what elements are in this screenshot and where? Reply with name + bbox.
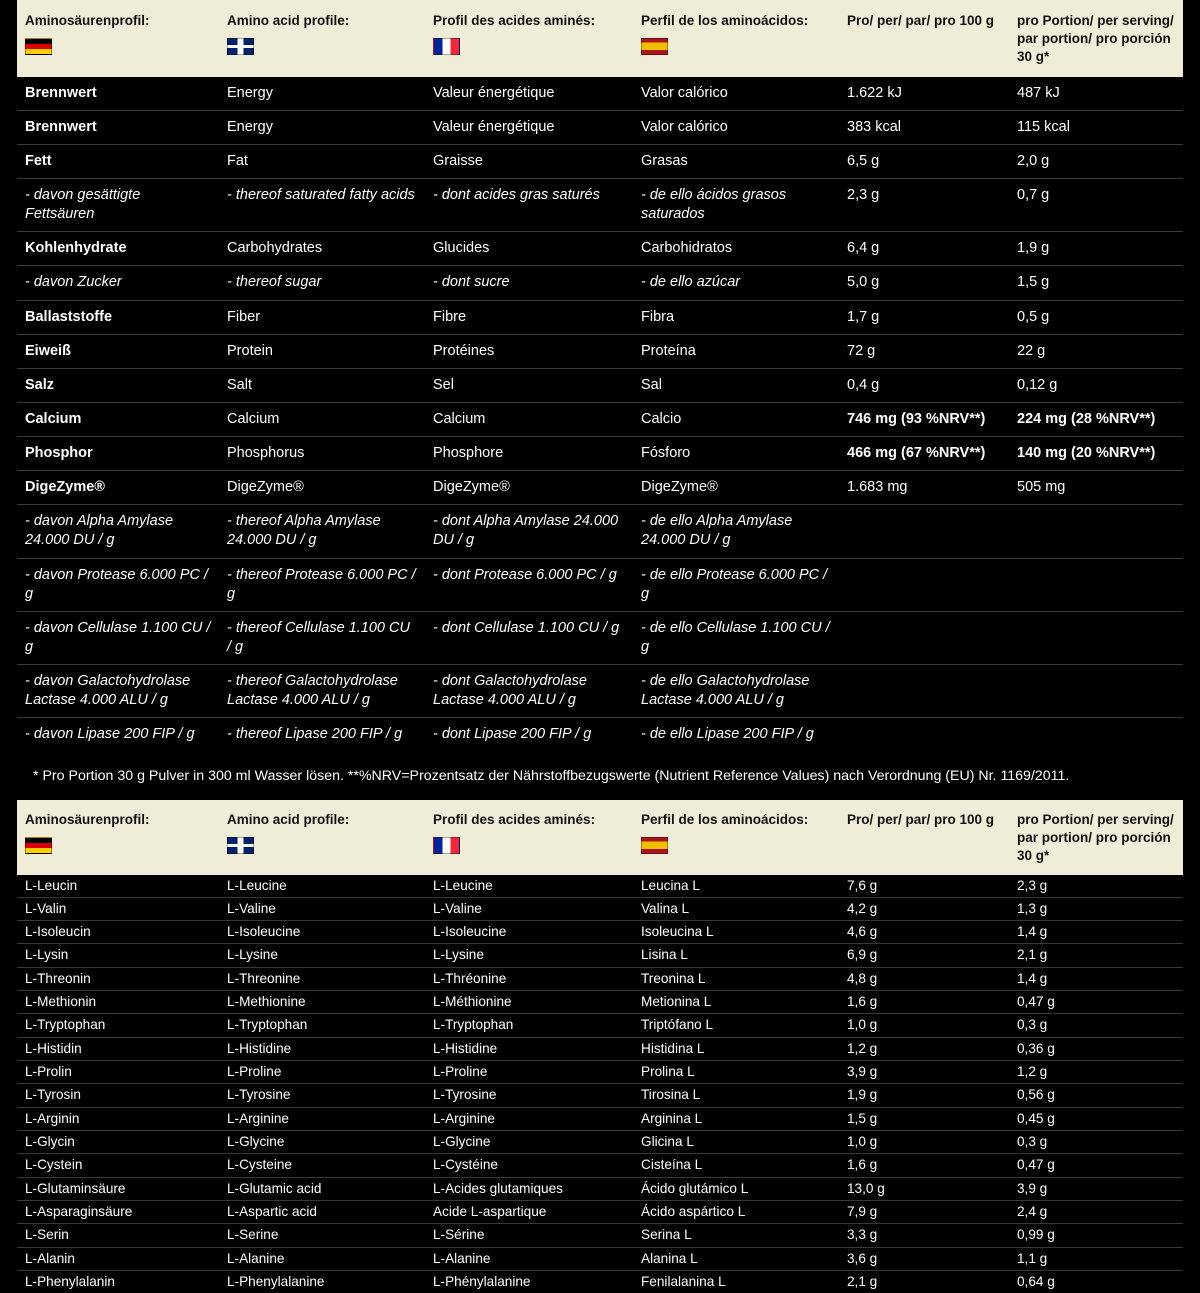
cell-es: Triptófano L: [633, 1014, 839, 1037]
amino-header-es: [633, 800, 839, 875]
cell-fr: L-Tyrosine: [425, 1084, 633, 1107]
cell-es: Grasas: [633, 144, 839, 178]
cell-fr: DigeZyme®: [425, 471, 633, 505]
cell-fr: Sel: [425, 368, 633, 402]
cell-de: L-Valin: [17, 897, 219, 920]
cell-en: L-Cysteine: [219, 1154, 425, 1177]
cell-per100: 3,6 g: [839, 1247, 1009, 1270]
cell-per100: 383 kcal: [839, 110, 1009, 144]
amino-header-de-label: Aminosäurenprofil:: [25, 811, 150, 827]
flag-row-uk: [227, 37, 417, 54]
cell-perserving: 1,2 g: [1009, 1061, 1183, 1084]
table-row: [17, 875, 1183, 898]
flag-es-icon: [641, 837, 668, 854]
cell-en: L-Glycine: [219, 1130, 425, 1153]
table-row: [17, 967, 1183, 990]
cell-es: - de ello Protease 6.000 PC / g: [633, 558, 839, 611]
cell-es: Fibra: [633, 300, 839, 334]
amino-acid-table: [17, 800, 1183, 1293]
amino-header-de: [17, 800, 219, 875]
cell-de: L-Isoleucin: [17, 921, 219, 944]
cell-es: - de ello Galactohydrolase Lactase 4.000 ALU / g: [633, 665, 839, 718]
cell-de: L-Lysin: [17, 944, 219, 967]
cell-es: Sal: [633, 368, 839, 402]
cell-es: Fósforo: [633, 437, 839, 471]
nutrition-header-per100: Pro/ per/ par/ pro 100 g: [839, 0, 1009, 77]
cell-perserving: 2,1 g: [1009, 944, 1183, 967]
cell-perserving: [1009, 718, 1183, 752]
cell-perserving: 0,45 g: [1009, 1107, 1183, 1130]
cell-per100: 1,6 g: [839, 991, 1009, 1014]
cell-per100: 1,0 g: [839, 1130, 1009, 1153]
cell-perserving: 0,99 g: [1009, 1224, 1183, 1247]
cell-es: Prolina L: [633, 1061, 839, 1084]
cell-de: L-Cystein: [17, 1154, 219, 1177]
cell-perserving: 1,3 g: [1009, 897, 1183, 920]
cell-en: L-Proline: [219, 1061, 425, 1084]
table-row: [17, 1130, 1183, 1153]
cell-fr: L-Lysine: [425, 944, 633, 967]
cell-per100: 13,0 g: [839, 1177, 1009, 1200]
table-row: [17, 1107, 1183, 1130]
cell-perserving: 0,12 g: [1009, 368, 1183, 402]
cell-per100: 5,0 g: [839, 266, 1009, 300]
cell-perserving: 140 mg (20 %NRV**): [1009, 437, 1183, 471]
cell-perserving: 22 g: [1009, 334, 1183, 368]
cell-perserving: 1,4 g: [1009, 921, 1183, 944]
cell-fr: L-Acides glutamiques: [425, 1177, 633, 1200]
cell-es: Cisteína L: [633, 1154, 839, 1177]
table-row: [17, 232, 1183, 266]
table-row: [17, 611, 1183, 664]
flag-row-uk: [227, 836, 417, 853]
cell-en: - thereof Lipase 200 FIP / g: [219, 718, 425, 752]
table-row: [17, 368, 1183, 402]
amino-header-en-label: Amino acid profile:: [227, 811, 350, 827]
amino-header-row: [17, 800, 1183, 875]
cell-en: Fat: [219, 144, 425, 178]
cell-per100: 4,2 g: [839, 897, 1009, 920]
amino-header-per100: Pro/ per/ par/ pro 100 g: [839, 800, 1009, 875]
cell-fr: - dont Galactohydrolase Lactase 4.000 ALU / g: [425, 665, 633, 718]
cell-per100: 0,4 g: [839, 368, 1009, 402]
amino-table-body: [17, 875, 1183, 1293]
table-row: [17, 402, 1183, 436]
cell-perserving: 0,3 g: [1009, 1130, 1183, 1153]
cell-de: L-Threonin: [17, 967, 219, 990]
cell-fr: Calcium: [425, 402, 633, 436]
cell-fr: Fibre: [425, 300, 633, 334]
table-row: [17, 1061, 1183, 1084]
cell-de: Phosphor: [17, 437, 219, 471]
nutrition-header-de-label: Aminosäurenprofil:: [25, 13, 150, 28]
cell-en: DigeZyme®: [219, 471, 425, 505]
table-row: [17, 144, 1183, 178]
flag-row-es: [641, 37, 831, 54]
table-row: [17, 921, 1183, 944]
table-row: [17, 110, 1183, 144]
table-row: [17, 179, 1183, 232]
cell-en: L-Isoleucine: [219, 921, 425, 944]
cell-de: DigeZyme®: [17, 471, 219, 505]
cell-en: Calcium: [219, 402, 425, 436]
cell-es: Histidina L: [633, 1037, 839, 1060]
cell-es: - de ello azúcar: [633, 266, 839, 300]
nutrition-table-body: [17, 77, 1183, 752]
cell-fr: L-Sérine: [425, 1224, 633, 1247]
cell-perserving: 0,5 g: [1009, 300, 1183, 334]
cell-de: L-Tyrosin: [17, 1084, 219, 1107]
cell-per100: [839, 665, 1009, 718]
table-row: [17, 1177, 1183, 1200]
cell-perserving: 1,1 g: [1009, 1247, 1183, 1270]
table-row: [17, 665, 1183, 718]
cell-es: Ácido glutámico L: [633, 1177, 839, 1200]
cell-fr: Phosphore: [425, 437, 633, 471]
cell-de: L-Leucin: [17, 875, 219, 898]
cell-fr: L-Histidine: [425, 1037, 633, 1060]
cell-per100: 6,5 g: [839, 144, 1009, 178]
cell-fr: - dont Lipase 200 FIP / g: [425, 718, 633, 752]
cell-per100: 1.622 kJ: [839, 77, 1009, 111]
cell-fr: Graisse: [425, 144, 633, 178]
cell-de: Fett: [17, 144, 219, 178]
table-row: [17, 1200, 1183, 1223]
cell-en: - thereof saturated fatty acids: [219, 179, 425, 232]
nutrition-header-row: [17, 0, 1183, 77]
cell-per100: 1.683 mg: [839, 471, 1009, 505]
cell-en: - thereof Galactohydrolase Lactase 4.000 ALU / g: [219, 665, 425, 718]
cell-per100: 72 g: [839, 334, 1009, 368]
cell-de: - davon Cellulase 1.100 CU / g: [17, 611, 219, 664]
cell-perserving: 1,5 g: [1009, 266, 1183, 300]
flag-row-fr: [433, 37, 625, 54]
cell-perserving: [1009, 665, 1183, 718]
cell-fr: Valeur énergétique: [425, 110, 633, 144]
table-row: [17, 897, 1183, 920]
cell-perserving: 1,4 g: [1009, 967, 1183, 990]
cell-en: L-Tryptophan: [219, 1014, 425, 1037]
cell-es: Metionina L: [633, 991, 839, 1014]
nutrition-header-fr-label: Profil des acides aminés:: [433, 13, 596, 28]
nutrition-header-de: [17, 0, 219, 77]
flag-de-icon: [25, 837, 52, 854]
cell-fr: Valeur énergétique: [425, 77, 633, 111]
flag-es-icon: [641, 38, 668, 55]
cell-de: - davon Alpha Amylase 24.000 DU / g: [17, 505, 219, 558]
nutrition-table-head: [17, 0, 1183, 77]
cell-de: - davon Zucker: [17, 266, 219, 300]
cell-per100: 4,8 g: [839, 967, 1009, 990]
cell-es: Arginina L: [633, 1107, 839, 1130]
cell-es: - de ello ácidos grasos saturados: [633, 179, 839, 232]
cell-perserving: 0,3 g: [1009, 1014, 1183, 1037]
nutrition-table-wrapper: [17, 0, 1183, 1293]
cell-es: Leucina L: [633, 875, 839, 898]
cell-fr: - dont acides gras saturés: [425, 179, 633, 232]
table-row: [17, 991, 1183, 1014]
cell-de: Calcium: [17, 402, 219, 436]
amino-header-es-label: Perfil de los aminoácidos:: [641, 811, 809, 827]
cell-per100: 3,3 g: [839, 1224, 1009, 1247]
cell-fr: - dont Protease 6.000 PC / g: [425, 558, 633, 611]
cell-per100: 466 mg (67 %NRV**): [839, 437, 1009, 471]
cell-per100: 1,0 g: [839, 1014, 1009, 1037]
cell-de: - davon Protease 6.000 PC / g: [17, 558, 219, 611]
cell-per100: [839, 611, 1009, 664]
cell-fr: L-Leucine: [425, 875, 633, 898]
cell-es: Tirosina L: [633, 1084, 839, 1107]
cell-perserving: 2,3 g: [1009, 875, 1183, 898]
table-row: [17, 1270, 1183, 1293]
cell-en: Energy: [219, 110, 425, 144]
cell-fr: L-Alanine: [425, 1247, 633, 1270]
cell-de: Kohlenhydrate: [17, 232, 219, 266]
cell-de: Ballaststoffe: [17, 300, 219, 334]
cell-de: - davon Lipase 200 FIP / g: [17, 718, 219, 752]
cell-perserving: 115 kcal: [1009, 110, 1183, 144]
table-row: [17, 77, 1183, 111]
flag-row-de: [25, 37, 211, 54]
cell-perserving: 1,9 g: [1009, 232, 1183, 266]
cell-de: L-Phenylalanin: [17, 1270, 219, 1293]
cell-fr: L-Glycine: [425, 1130, 633, 1153]
table-row: [17, 1084, 1183, 1107]
cell-de: L-Methionin: [17, 991, 219, 1014]
cell-de: L-Alanin: [17, 1247, 219, 1270]
cell-en: Energy: [219, 77, 425, 111]
cell-de: Salz: [17, 368, 219, 402]
amino-table-head: [17, 800, 1183, 875]
nutrition-header-es-label: Perfil de los aminoácidos:: [641, 13, 809, 28]
cell-perserving: 0,7 g: [1009, 179, 1183, 232]
cell-en: - thereof Protease 6.000 PC / g: [219, 558, 425, 611]
amino-header-fr-label: Profil des acides aminés:: [433, 811, 596, 827]
cell-de: L-Histidin: [17, 1037, 219, 1060]
cell-es: DigeZyme®: [633, 471, 839, 505]
cell-perserving: 0,47 g: [1009, 1154, 1183, 1177]
cell-per100: 4,6 g: [839, 921, 1009, 944]
cell-perserving: 0,64 g: [1009, 1270, 1183, 1293]
cell-perserving: 2,0 g: [1009, 144, 1183, 178]
flag-uk-icon: [227, 38, 254, 55]
cell-en: Fiber: [219, 300, 425, 334]
cell-de: Brennwert: [17, 110, 219, 144]
cell-per100: 1,7 g: [839, 300, 1009, 334]
cell-perserving: 487 kJ: [1009, 77, 1183, 111]
cell-es: Lisina L: [633, 944, 839, 967]
cell-per100: [839, 718, 1009, 752]
cell-en: Protein: [219, 334, 425, 368]
cell-perserving: 505 mg: [1009, 471, 1183, 505]
cell-fr: Protéines: [425, 334, 633, 368]
cell-fr: L-Arginine: [425, 1107, 633, 1130]
cell-en: L-Valine: [219, 897, 425, 920]
cell-per100: 7,6 g: [839, 875, 1009, 898]
cell-per100: 1,2 g: [839, 1037, 1009, 1060]
cell-es: Alanina L: [633, 1247, 839, 1270]
cell-perserving: 0,47 g: [1009, 991, 1183, 1014]
cell-en: Phosphorus: [219, 437, 425, 471]
amino-header-perserving: pro Portion/ per serving/ par portion/ pro porción 30 g*: [1009, 800, 1183, 875]
cell-perserving: [1009, 558, 1183, 611]
cell-en: L-Tyrosine: [219, 1084, 425, 1107]
table-row: [17, 1247, 1183, 1270]
cell-perserving: 0,36 g: [1009, 1037, 1183, 1060]
nutrition-header-es: [633, 0, 839, 77]
nutrition-header-fr: [425, 0, 633, 77]
cell-per100: 1,6 g: [839, 1154, 1009, 1177]
table-row: [17, 334, 1183, 368]
cell-es: Isoleucina L: [633, 921, 839, 944]
cell-perserving: [1009, 611, 1183, 664]
cell-es: Calcio: [633, 402, 839, 436]
cell-de: L-Glutaminsäure: [17, 1177, 219, 1200]
flag-row-es: [641, 836, 831, 853]
table-row: [17, 505, 1183, 558]
cell-en: L-Lysine: [219, 944, 425, 967]
cell-es: Carbohidratos: [633, 232, 839, 266]
nutrition-header-perserving: pro Portion/ per serving/ par portion/ pro porción 30 g*: [1009, 0, 1183, 77]
flag-row-fr: [433, 836, 625, 853]
cell-en: L-Glutamic acid: [219, 1177, 425, 1200]
cell-fr: Acide L-aspartique: [425, 1200, 633, 1223]
cell-en: L-Methionine: [219, 991, 425, 1014]
cell-per100: 2,3 g: [839, 179, 1009, 232]
cell-de: L-Serin: [17, 1224, 219, 1247]
cell-es: Valor calórico: [633, 110, 839, 144]
cell-es: - de ello Cellulase 1.100 CU / g: [633, 611, 839, 664]
cell-perserving: [1009, 505, 1183, 558]
table-row: [17, 437, 1183, 471]
flag-fr-icon: [433, 38, 460, 55]
cell-de: - davon Galactohydrolase Lactase 4.000 ALU / g: [17, 665, 219, 718]
cell-en: - thereof Alpha Amylase 24.000 DU / g: [219, 505, 425, 558]
table-row: [17, 471, 1183, 505]
cell-en: L-Histidine: [219, 1037, 425, 1060]
cell-per100: 7,9 g: [839, 1200, 1009, 1223]
nutrition-header-en-label: Amino acid profile:: [227, 13, 350, 28]
table-row: [17, 718, 1183, 752]
cell-en: L-Arginine: [219, 1107, 425, 1130]
cell-fr: L-Méthionine: [425, 991, 633, 1014]
cell-per100: [839, 558, 1009, 611]
table-row: [17, 558, 1183, 611]
cell-per100: 6,4 g: [839, 232, 1009, 266]
amino-header-en: [219, 800, 425, 875]
nutrition-header-en: [219, 0, 425, 77]
table-row: [17, 1014, 1183, 1037]
table-row: [17, 266, 1183, 300]
cell-en: L-Phenylalanine: [219, 1270, 425, 1293]
cell-de: L-Tryptophan: [17, 1014, 219, 1037]
cell-fr: L-Thréonine: [425, 967, 633, 990]
cell-es: Treonina L: [633, 967, 839, 990]
cell-de: Brennwert: [17, 77, 219, 111]
cell-en: L-Serine: [219, 1224, 425, 1247]
cell-es: Proteína: [633, 334, 839, 368]
amino-header-fr: [425, 800, 633, 875]
cell-es: Glicina L: [633, 1130, 839, 1153]
cell-en: L-Alanine: [219, 1247, 425, 1270]
cell-es: Serina L: [633, 1224, 839, 1247]
cell-es: - de ello Alpha Amylase 24.000 DU / g: [633, 505, 839, 558]
cell-fr: - dont Cellulase 1.100 CU / g: [425, 611, 633, 664]
cell-de: L-Asparaginsäure: [17, 1200, 219, 1223]
cell-de: L-Prolin: [17, 1061, 219, 1084]
table-row: [17, 1037, 1183, 1060]
nutrition-table: [17, 0, 1183, 751]
cell-fr: L-Valine: [425, 897, 633, 920]
cell-de: L-Arginin: [17, 1107, 219, 1130]
cell-per100: [839, 505, 1009, 558]
cell-fr: Glucides: [425, 232, 633, 266]
cell-en: - thereof sugar: [219, 266, 425, 300]
cell-per100: 6,9 g: [839, 944, 1009, 967]
cell-fr: L-Phénylalanine: [425, 1270, 633, 1293]
cell-per100: 1,5 g: [839, 1107, 1009, 1130]
cell-perserving: 3,9 g: [1009, 1177, 1183, 1200]
flag-fr-icon: [433, 837, 460, 854]
footnote-text: * Pro Portion 30 g Pulver in 300 ml Wasser lösen. **%NRV=Prozentsatz der Nährstoffbezugswerte (Nutrient Reference Values) nach Verordnung (EU) Nr. 1169/2011.: [33, 768, 1070, 785]
cell-en: L-Aspartic acid: [219, 1200, 425, 1223]
cell-fr: L-Tryptophan: [425, 1014, 633, 1037]
cell-per100: 3,9 g: [839, 1061, 1009, 1084]
cell-en: Salt: [219, 368, 425, 402]
cell-es: - de ello Lipase 200 FIP / g: [633, 718, 839, 752]
cell-perserving: 224 mg (28 %NRV**): [1009, 402, 1183, 436]
table-row: [17, 1154, 1183, 1177]
cell-es: Fenilalanina L: [633, 1270, 839, 1293]
flag-uk-icon: [227, 837, 254, 854]
cell-fr: L-Cystéine: [425, 1154, 633, 1177]
cell-fr: - dont Alpha Amylase 24.000 DU / g: [425, 505, 633, 558]
cell-es: Valor calórico: [633, 77, 839, 111]
cell-per100: 746 mg (93 %NRV**): [839, 402, 1009, 436]
cell-per100: 1,9 g: [839, 1084, 1009, 1107]
cell-de: - davon gesättigte Fettsäuren: [17, 179, 219, 232]
table-row: [17, 300, 1183, 334]
cell-perserving: 0,56 g: [1009, 1084, 1183, 1107]
cell-perserving: 2,4 g: [1009, 1200, 1183, 1223]
cell-fr: - dont sucre: [425, 266, 633, 300]
cell-per100: 2,1 g: [839, 1270, 1009, 1293]
cell-es: Ácido aspártico L: [633, 1200, 839, 1223]
cell-en: - thereof Cellulase 1.100 CU / g: [219, 611, 425, 664]
cell-de: Eiweiß: [17, 334, 219, 368]
cell-en: L-Leucine: [219, 875, 425, 898]
flag-row-de: [25, 836, 211, 853]
table-row: [17, 944, 1183, 967]
cell-en: Carbohydrates: [219, 232, 425, 266]
cell-fr: L-Proline: [425, 1061, 633, 1084]
table-row: [17, 1224, 1183, 1247]
cell-en: L-Threonine: [219, 967, 425, 990]
cell-es: Valina L: [633, 897, 839, 920]
cell-fr: L-Isoleucine: [425, 921, 633, 944]
flag-de-icon: [25, 38, 52, 55]
cell-de: L-Glycin: [17, 1130, 219, 1153]
